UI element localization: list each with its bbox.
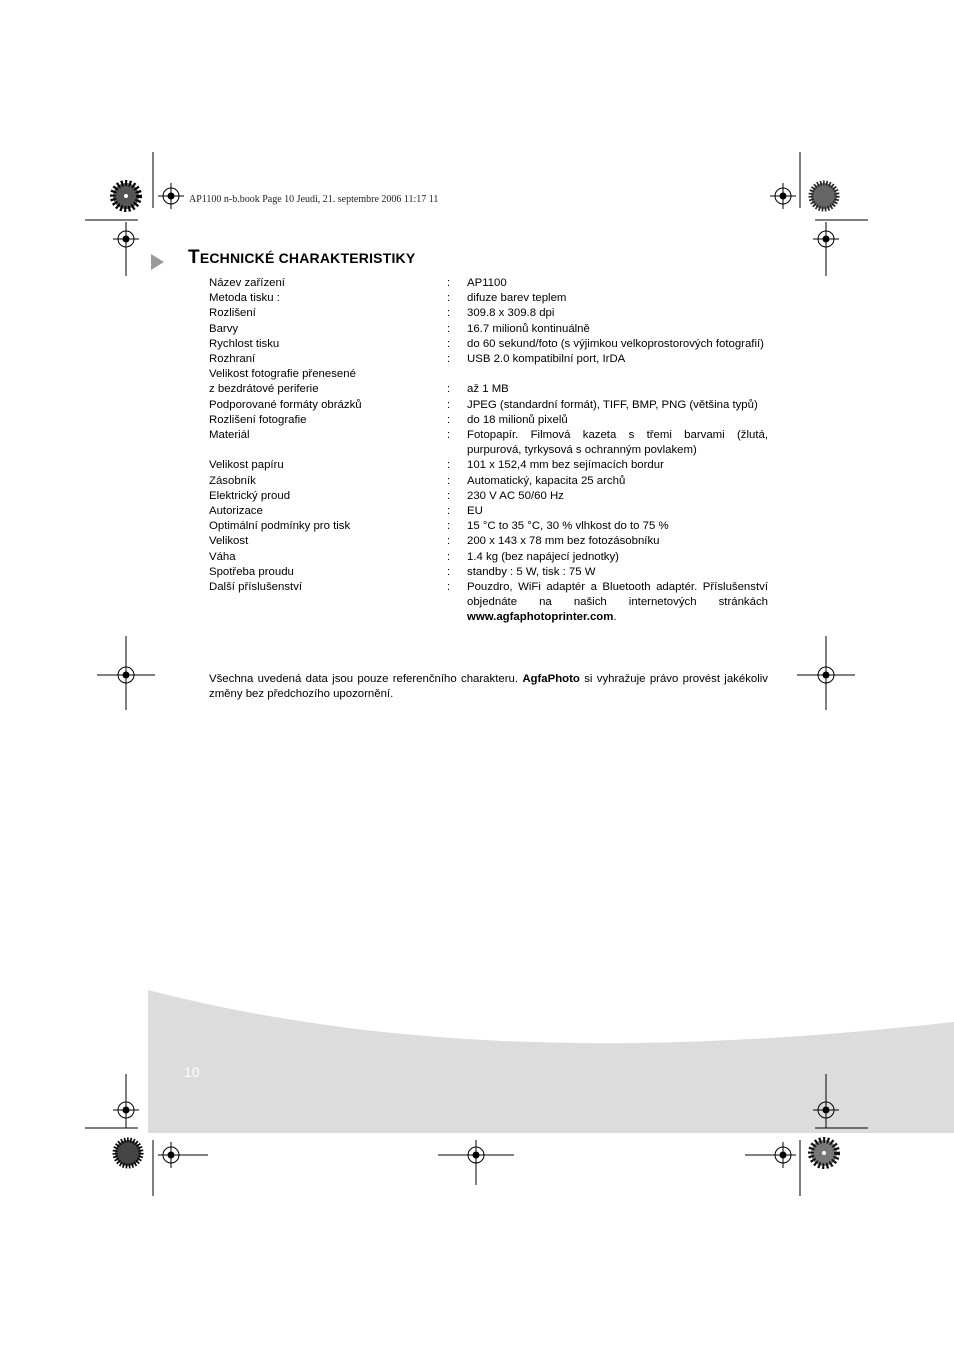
spec-separator: : xyxy=(447,413,451,426)
spec-row xyxy=(209,519,768,534)
spec-row xyxy=(209,322,768,337)
spec-label: Název zařízení xyxy=(209,277,285,289)
spec-value: JPEG (standardní formát), TIFF, BMP, PNG (většina typů) xyxy=(467,398,758,411)
note-brand: AgfaPhoto xyxy=(522,673,580,685)
spec-separator: : xyxy=(447,383,451,396)
spec-label: Podporované formáty obrázků xyxy=(209,398,362,411)
spec-label: Zásobník xyxy=(209,474,256,487)
spec-row xyxy=(209,337,768,352)
note-part1: Všechna uvedená data jsou pouze referenčního charakteru. xyxy=(209,673,523,685)
spec-row xyxy=(209,352,768,367)
note-part2: si vyhražuje právo provést jakékoliv změny bez předchozího upozornění. xyxy=(209,673,768,701)
spec-row xyxy=(209,534,768,549)
spec-separator: : xyxy=(447,474,451,487)
page-number: 10 xyxy=(184,1064,200,1080)
spec-row xyxy=(209,367,768,382)
spec-label: Metoda tisku : xyxy=(209,292,280,305)
spec-separator: : xyxy=(447,520,451,533)
spec-separator: : xyxy=(447,429,451,442)
spec-value: 101 x 152,4 mm bez sejímacích bordur xyxy=(467,459,664,472)
spec-separator: : xyxy=(447,459,451,472)
spec-label: Optimální podmínky pro tisk xyxy=(209,520,351,533)
spec-separator: : xyxy=(447,489,451,502)
spec-value: Fotopapír. Filmová kazeta s třemi barvami (žlutá, purpurová, tyrkysová s ochranným povlakem) xyxy=(467,429,768,457)
spec-separator: : xyxy=(447,398,451,411)
spec-row xyxy=(209,550,768,565)
spec-value xyxy=(467,580,768,626)
spec-row xyxy=(209,276,768,291)
section-title-initial: T xyxy=(188,247,200,268)
spec-label: Rychlost tisku xyxy=(209,337,280,350)
spec-label: Velikost fotografie přenesené xyxy=(209,368,356,381)
spec-row xyxy=(209,413,768,428)
spec-value: 16.7 milionů kontinuálně xyxy=(467,322,590,335)
spec-label: Spotřeba proudu xyxy=(209,565,294,578)
spec-value: až 1 MB xyxy=(467,383,509,396)
spec-row xyxy=(209,489,768,504)
footer-band xyxy=(148,990,954,1133)
spec-separator: : xyxy=(447,505,451,518)
section-title-rest: ECHNICKÉ CHARAKTERISTIKY xyxy=(199,250,416,266)
book-header-line: AP1100 n-b.book Page 10 Jeudi, 21. septembre 2006 11:17 11 xyxy=(189,194,439,205)
spec-separator xyxy=(447,367,467,382)
accessories-text: Pouzdro, WiFi adaptér a Bluetooth adaptér. Příslušenství objednáte na našich internetových stránkách xyxy=(467,581,768,609)
accessories-url: www.agfaphotoprinter.com xyxy=(467,611,614,624)
spec-value: do 60 sekund/foto (s výjimkou velkoprostorových fotografií) xyxy=(467,337,764,350)
spec-separator: : xyxy=(447,550,451,563)
spec-row xyxy=(209,504,768,519)
spec-row xyxy=(209,398,768,413)
spec-row xyxy=(209,382,768,397)
spec-rows xyxy=(209,276,768,580)
spec-row xyxy=(209,306,768,321)
spec-value: AP1100 xyxy=(467,277,507,289)
spec-separator: : xyxy=(447,535,451,548)
spec-label: Elektrický proud xyxy=(209,489,291,502)
spec-separator: : xyxy=(447,565,451,578)
spec-separator: : xyxy=(447,277,451,289)
spec-value: do 18 milionů pixelů xyxy=(467,413,568,426)
spec-value xyxy=(467,367,768,382)
spec-value: difuze barev teplem xyxy=(467,292,567,305)
spec-value: 230 V AC 50/60 Hz xyxy=(467,489,564,502)
spec-separator: : xyxy=(447,292,451,305)
spec-label: Váha xyxy=(209,550,236,563)
accessories-end: . xyxy=(613,611,617,624)
spec-label: Barvy xyxy=(209,322,239,335)
spec-value: standby : 5 W, tisk : 75 W xyxy=(467,565,596,578)
spec-row xyxy=(209,291,768,306)
section-arrow-icon xyxy=(151,254,164,270)
spec-value: USB 2.0 kompatibilní port, IrDA xyxy=(467,353,626,366)
spec-label: Velikost papíru xyxy=(209,459,284,472)
spec-separator: : xyxy=(447,353,451,366)
spec-row xyxy=(209,458,768,473)
spec-row-accessories xyxy=(209,580,768,626)
spec-label: Další příslušenství xyxy=(209,581,303,594)
spec-value: 15 °C to 35 °C, 30 % vlhkost do to 75 % xyxy=(467,520,669,533)
spec-separator: : xyxy=(447,307,451,320)
section-title xyxy=(188,247,415,269)
spec-label: Autorizace xyxy=(209,505,263,518)
spec-value: Automatický, kapacita 25 archů xyxy=(467,474,626,487)
spec-value: EU xyxy=(467,505,483,518)
spec-value: 309.8 x 309.8 dpi xyxy=(467,307,555,320)
spec-label: Materiál xyxy=(209,429,250,442)
spec-separator: : xyxy=(447,322,451,335)
spec-value: 200 x 143 x 78 mm bez fotozásobníku xyxy=(467,535,660,548)
spec-label: Velikost xyxy=(209,535,249,548)
spec-label: Rozlišení xyxy=(209,307,256,320)
spec-row xyxy=(209,565,768,580)
spec-label: Rozhraní xyxy=(209,353,256,366)
spec-label: Rozlišení fotografie xyxy=(209,413,307,426)
spec-separator: : xyxy=(447,581,451,594)
spec-table xyxy=(209,276,768,626)
spec-row xyxy=(209,428,768,458)
spec-separator: : xyxy=(447,337,451,350)
disclaimer-note xyxy=(209,672,768,702)
spec-row xyxy=(209,474,768,489)
spec-value: 1.4 kg (bez napájecí jednotky) xyxy=(467,550,619,563)
spec-label: z bezdrátové periferie xyxy=(209,383,319,396)
